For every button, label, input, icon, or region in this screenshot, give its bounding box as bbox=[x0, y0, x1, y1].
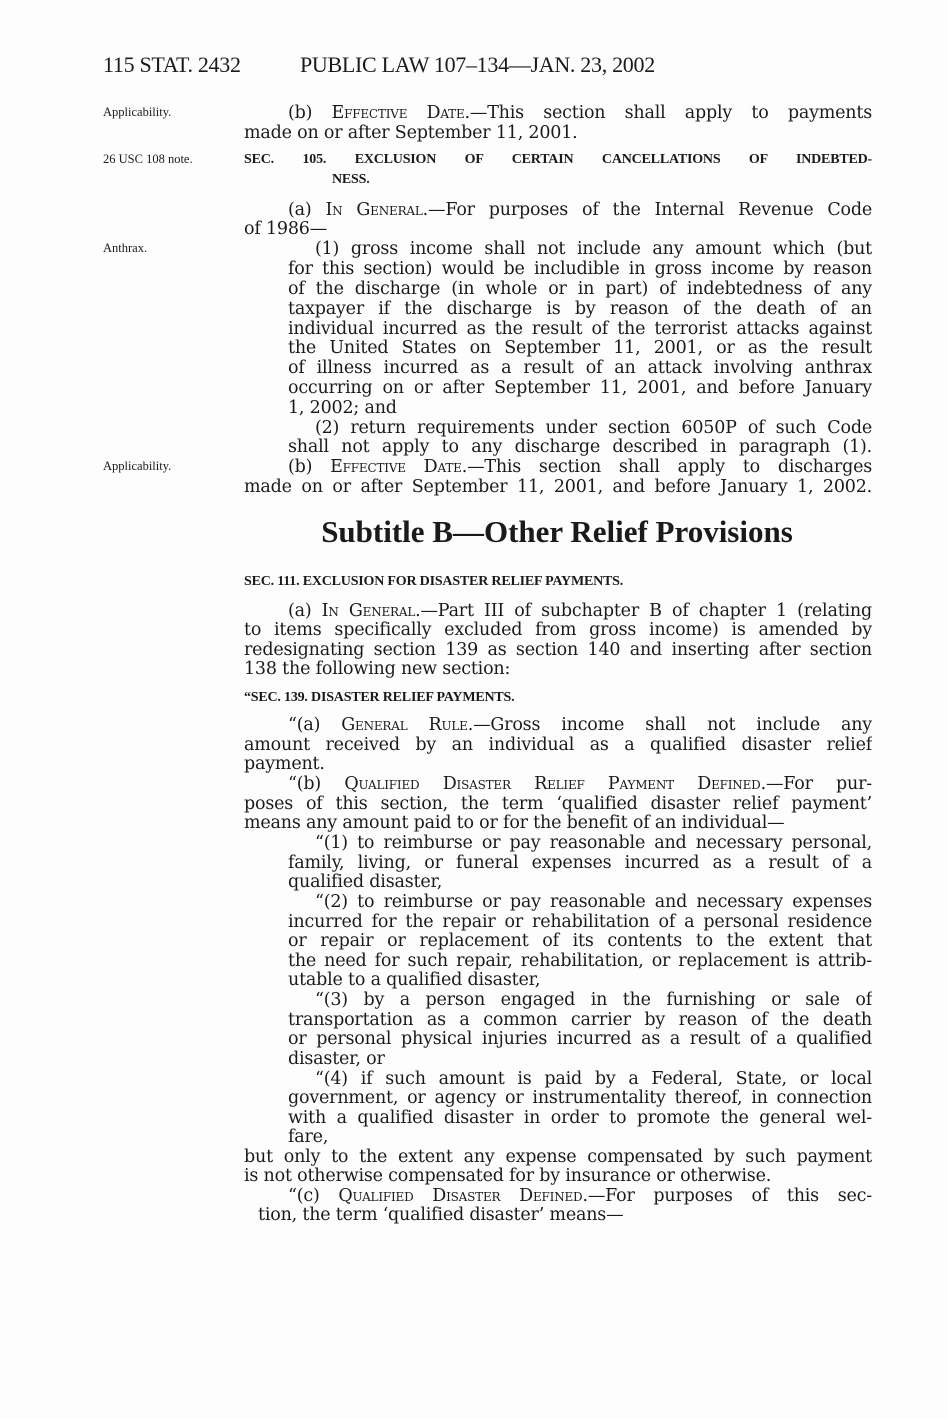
line-text: taxpayer if the discharge is by reason of the death of an bbox=[288, 299, 872, 319]
line-text: made on or after September 11, 2001. bbox=[244, 123, 578, 143]
line-text: of illness incurred as a result of an attack involving anthrax bbox=[288, 358, 872, 378]
margin-note-usc: 26 USC 108 note. bbox=[103, 152, 193, 166]
line-text: “(a) bbox=[288, 715, 342, 735]
text-line bbox=[288, 853, 872, 873]
line-text: or personal physical injuries incurred as a result of a qualified bbox=[288, 1029, 872, 1049]
section-heading-line bbox=[244, 688, 514, 708]
line-text: “(c) bbox=[288, 1186, 339, 1206]
text-line bbox=[244, 659, 510, 679]
small-caps-heading: In General bbox=[325, 200, 423, 220]
text-line bbox=[288, 970, 540, 990]
text-line bbox=[244, 219, 327, 239]
small-caps-heading: Effective Date bbox=[330, 457, 462, 477]
text-line bbox=[288, 715, 872, 735]
line-text: for this section) would be includible in gross income by reason bbox=[288, 259, 872, 279]
line-text: means any amount paid to or for the benefit of an individual— bbox=[244, 813, 785, 833]
text-line bbox=[288, 1049, 385, 1069]
section-heading-line bbox=[244, 150, 872, 170]
line-text: but only to the extent any expense compensated by such payment bbox=[244, 1147, 872, 1167]
line-text: government, or agency or instrumentality thereof, in connection bbox=[288, 1088, 872, 1108]
line-text: with a qualified disaster in order to promote the general wel- bbox=[288, 1108, 872, 1128]
line-text: (a) bbox=[288, 601, 322, 621]
margin-note-applicability: Applicability. bbox=[103, 105, 172, 119]
line-text: of the discharge (in whole or in part) of indebtedness of any bbox=[288, 279, 872, 299]
text-line bbox=[288, 398, 397, 418]
text-line bbox=[244, 123, 578, 143]
line-text: disaster, or bbox=[288, 1049, 385, 1069]
line-text: (a) bbox=[288, 200, 326, 220]
text-line bbox=[315, 239, 872, 259]
text-line bbox=[288, 338, 872, 358]
text-line bbox=[288, 1186, 872, 1206]
line-text: fare, bbox=[288, 1127, 329, 1147]
text-line bbox=[258, 1205, 623, 1225]
text-line bbox=[244, 794, 872, 814]
line-text: made on or after September 11, 2001, and before January 1, 2002. bbox=[244, 477, 872, 497]
line-text: “(2) to reimburse or pay reasonable and necessary expenses bbox=[315, 892, 872, 912]
text-line bbox=[244, 1147, 872, 1167]
line-text: individual incurred as the result of the terrorist attacks against bbox=[288, 319, 872, 339]
line-text: occurring on or after September 11, 2001, and before January bbox=[288, 378, 872, 398]
text-line bbox=[288, 1127, 328, 1147]
text-line bbox=[288, 1088, 872, 1108]
text-line bbox=[288, 774, 872, 794]
text-line bbox=[315, 892, 872, 912]
text-line bbox=[315, 833, 872, 853]
line-text: .—For pur- bbox=[760, 774, 872, 794]
small-caps-heading: In General bbox=[321, 601, 416, 621]
text-line bbox=[288, 1108, 872, 1128]
line-text: .—For purposes of this sec- bbox=[582, 1186, 872, 1206]
small-caps-heading: Effective Date bbox=[331, 103, 465, 123]
line-text: “(1) to reimburse or pay reasonable and necessary personal, bbox=[315, 833, 872, 853]
line-text: .—Gross income shall not include any bbox=[467, 715, 872, 735]
text-line bbox=[315, 418, 872, 438]
line-text: .—For purposes of the Internal Revenue Code bbox=[422, 200, 872, 220]
text-line bbox=[288, 872, 442, 892]
line-text: (b) bbox=[288, 457, 331, 477]
line-text: (1) gross income shall not include any amount which (but bbox=[315, 239, 872, 259]
line-text: qualified disaster, bbox=[288, 872, 443, 892]
text-line bbox=[288, 259, 872, 279]
text-line bbox=[288, 951, 872, 971]
small-caps-heading: General Rule bbox=[341, 715, 468, 735]
section-heading-line bbox=[244, 572, 623, 592]
text-line bbox=[288, 1010, 872, 1030]
line-text: NESS. bbox=[332, 172, 370, 187]
line-text: to items specifically excluded from gross income) is amended by bbox=[244, 620, 872, 640]
text-line bbox=[244, 620, 872, 640]
line-text: is not otherwise compensated for by insurance or otherwise. bbox=[244, 1166, 772, 1186]
text-line bbox=[315, 1069, 872, 1089]
subtitle-heading: Subtitle B—Other Relief Provisions bbox=[321, 514, 793, 549]
line-text: .—This section shall apply to discharges bbox=[461, 457, 872, 477]
stat-page-number: 115 STAT. 2432 bbox=[103, 52, 241, 77]
margin-note-anthrax: Anthrax. bbox=[103, 241, 148, 255]
line-text: SEC. 105. EXCLUSION OF CERTAIN CANCELLATIONS OF INDEBTED- bbox=[244, 152, 872, 167]
text-line bbox=[315, 990, 872, 1010]
line-text: (b) bbox=[288, 103, 332, 123]
line-text: incurred for the repair or rehabilitation of a personal residence bbox=[288, 912, 872, 932]
text-line bbox=[244, 735, 872, 755]
line-text: payment. bbox=[244, 754, 325, 774]
margin-note-applicability: Applicability. bbox=[103, 459, 172, 473]
line-text: 1, 2002; and bbox=[288, 398, 397, 418]
text-line bbox=[288, 601, 872, 621]
line-text: .—Part III of subchapter B of chapter 1 (relating bbox=[415, 601, 872, 621]
line-text: utable to a qualified disaster, bbox=[288, 970, 541, 990]
text-line bbox=[244, 754, 325, 774]
line-text: SEC. 111. EXCLUSION FOR DISASTER RELIEF PAYMENTS. bbox=[244, 574, 624, 589]
line-text: poses of this section, the term ‘qualified disaster relief payment’ bbox=[244, 794, 872, 814]
line-text: the United States on September 11, 2001, or as the result bbox=[288, 338, 872, 358]
text-line bbox=[244, 477, 872, 497]
line-text: family, living, or funeral expenses incurred as a result of a bbox=[288, 853, 872, 873]
line-text: 138 the following new section: bbox=[244, 659, 511, 679]
text-line bbox=[244, 640, 872, 660]
line-text: of 1986— bbox=[244, 219, 328, 239]
text-line bbox=[288, 912, 872, 932]
text-line bbox=[288, 457, 872, 477]
text-line bbox=[288, 299, 872, 319]
text-line bbox=[288, 319, 872, 339]
text-line bbox=[288, 378, 872, 398]
text-line bbox=[288, 437, 872, 457]
text-line bbox=[244, 813, 784, 833]
line-text: or repair or replacement of its contents to the extent that bbox=[288, 931, 872, 951]
line-text: amount received by an individual as a qualified disaster relief bbox=[244, 735, 872, 755]
running-header-title: PUBLIC LAW 107–134—JAN. 23, 2002 bbox=[300, 52, 655, 77]
line-text: “(4) if such amount is paid by a Federal, State, or local bbox=[315, 1069, 872, 1089]
line-text: “(3) by a person engaged in the furnishing or sale of bbox=[315, 990, 872, 1010]
text-line bbox=[288, 279, 872, 299]
text-line bbox=[288, 358, 872, 378]
line-text: .—This section shall apply to payments bbox=[464, 103, 872, 123]
line-text: redesignating section 139 as section 140 and inserting after section bbox=[244, 640, 872, 660]
text-line bbox=[288, 103, 872, 123]
line-text: “SEC. 139. DISASTER RELIEF PAYMENTS. bbox=[244, 690, 515, 705]
text-line bbox=[288, 931, 872, 951]
text-line bbox=[288, 200, 872, 220]
section-heading-line bbox=[332, 170, 370, 190]
line-text: (2) return requirements under section 6050P of such Code bbox=[315, 418, 872, 438]
text-line bbox=[288, 1029, 872, 1049]
small-caps-heading: Qualified Disaster Relief Payment Defined bbox=[344, 774, 761, 794]
line-text: “(b) bbox=[288, 774, 345, 794]
line-text: tion, the term ‘qualified disaster’ means— bbox=[258, 1205, 624, 1225]
text-line bbox=[244, 1166, 771, 1186]
line-text: transportation as a common carrier by reason of the death bbox=[288, 1010, 872, 1030]
line-text: shall not apply to any discharge described in paragraph (1). bbox=[288, 437, 872, 457]
small-caps-heading: Qualified Disaster Defined bbox=[338, 1186, 583, 1206]
line-text: the need for such repair, rehabilitation, or replacement is attrib- bbox=[288, 951, 872, 971]
